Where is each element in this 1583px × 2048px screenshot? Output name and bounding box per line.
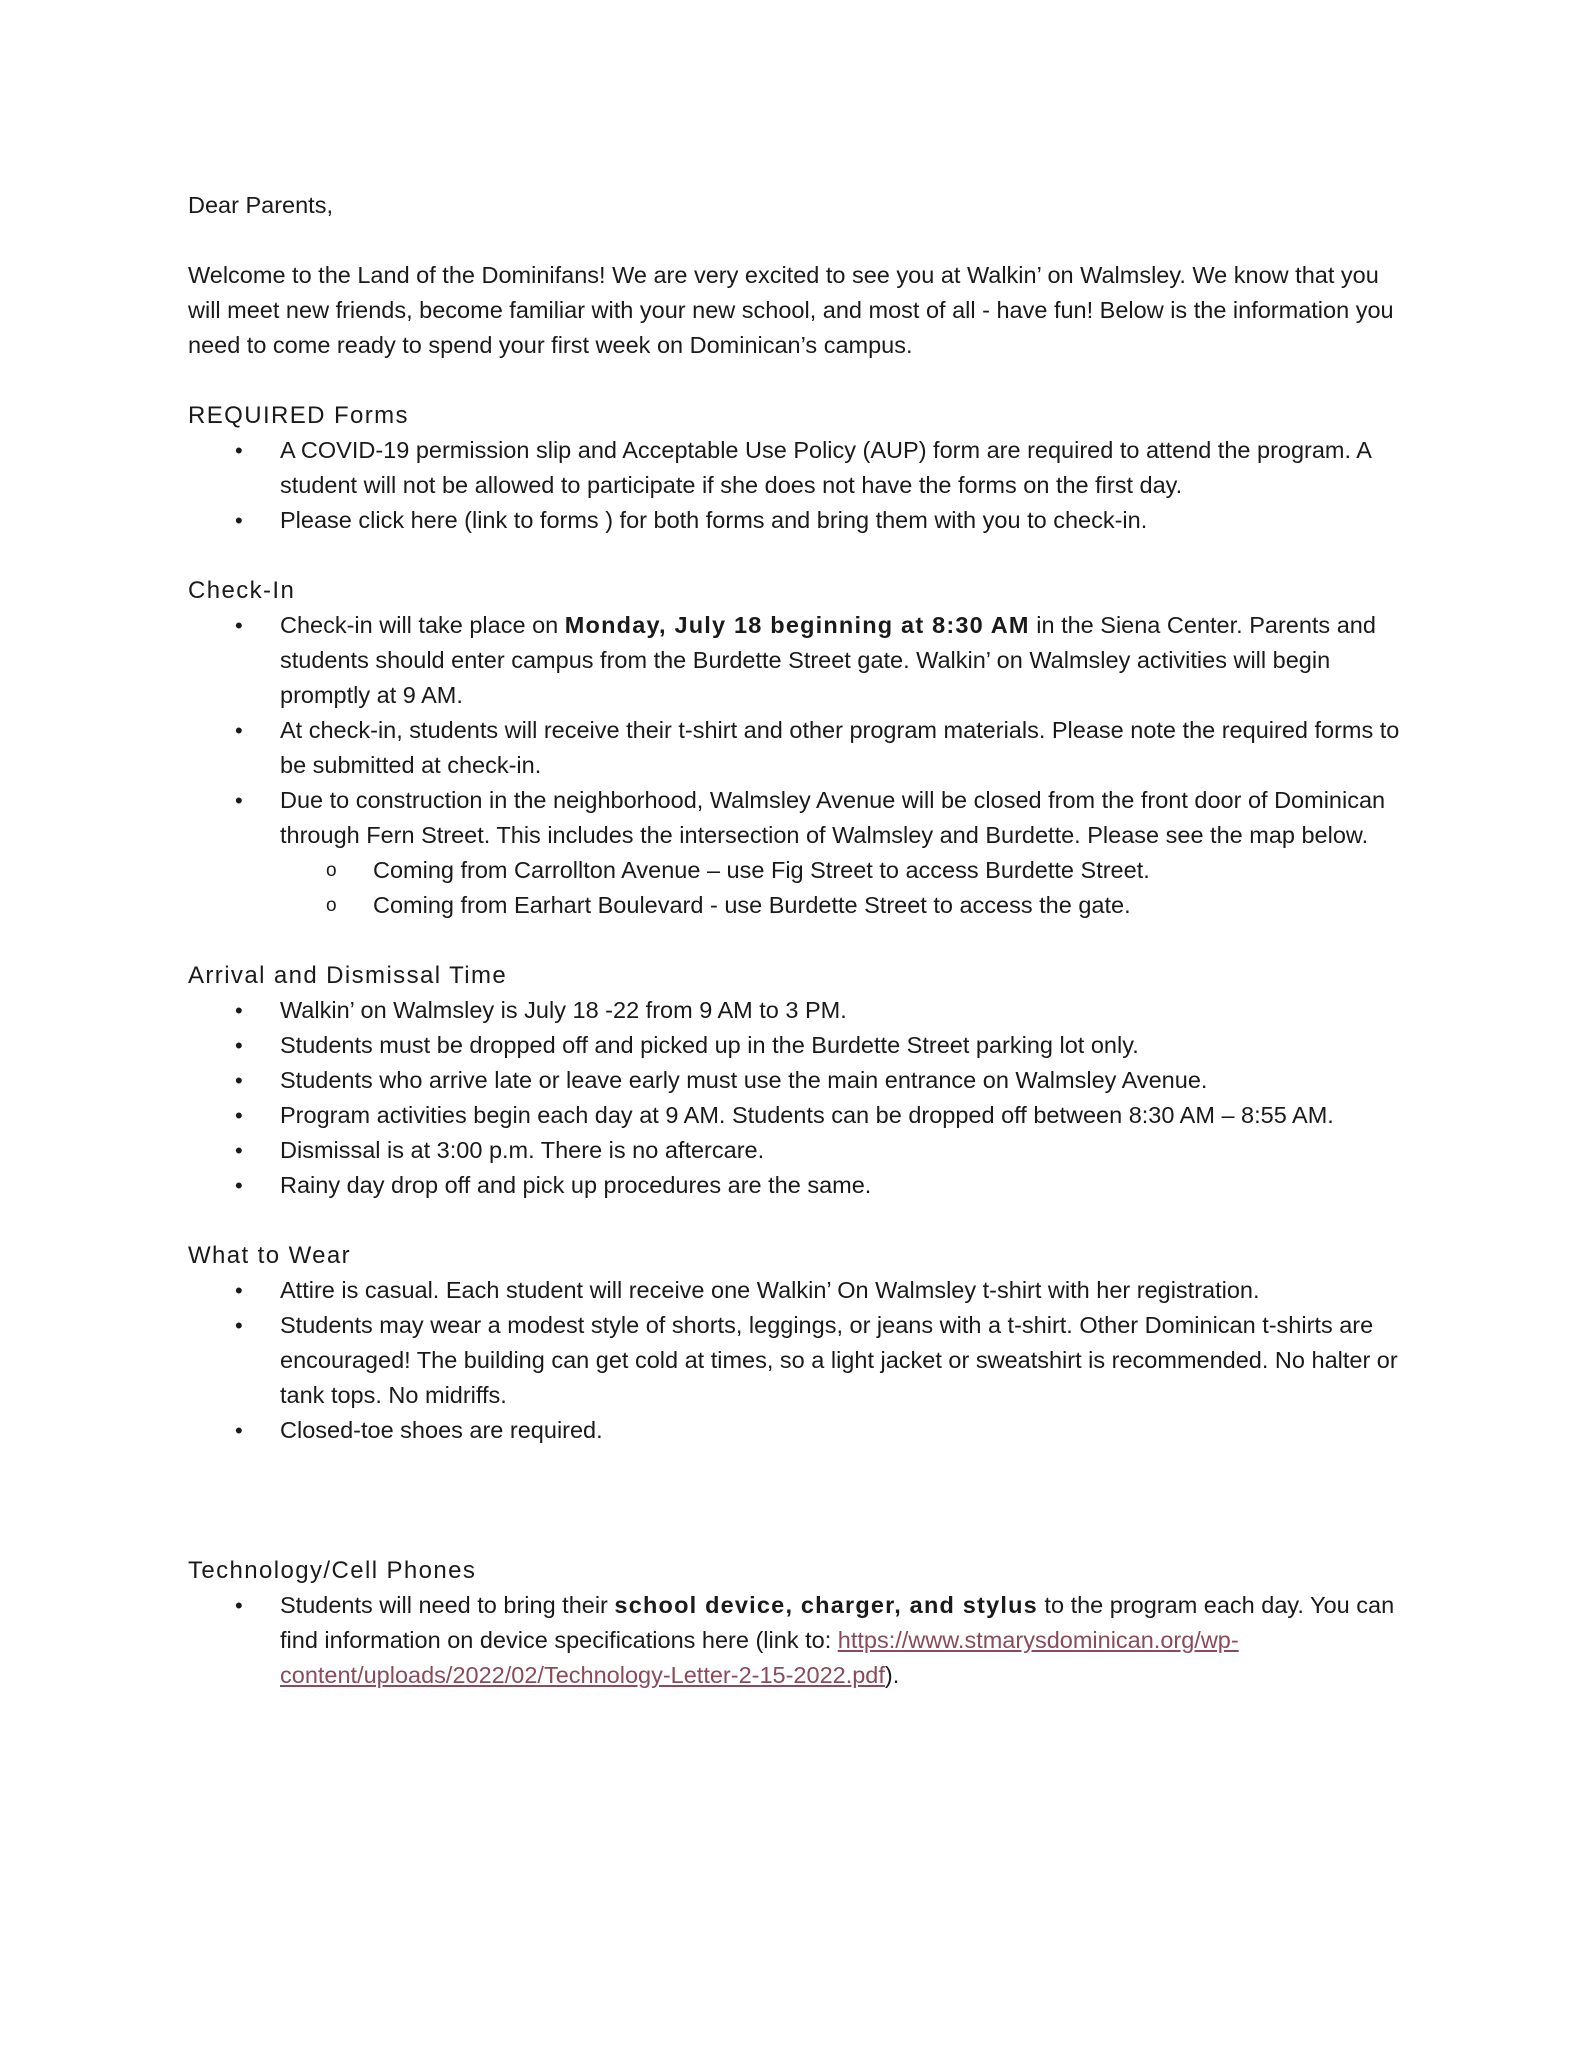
device-emphasis: school device, charger, and stylus [614, 1592, 1038, 1618]
section-technology [188, 1553, 1403, 1693]
section-arrival-dismissal [188, 958, 1403, 1203]
list-item-text-post: in the Siena Center. Parents and students should enter campus from the Burdette Street gate. Walkin’ on Walmsley activities will begin promptly at 9 AM. [280, 612, 1376, 708]
bullet-icon: • [235, 1033, 243, 1058]
check-in-list [188, 608, 1403, 923]
bullet-icon: • [235, 1138, 243, 1163]
list-item [188, 1098, 1403, 1133]
section-title-arrival: Arrival and Dismissal Time [188, 962, 508, 989]
intro-paragraph: Welcome to the Land of the Dominifans! We are very excited to see you at Walkin’ on Walmsley. We know that you will meet new friends, become familiar with your new school, and most of all - have fun! Below is the information you need to come ready to spend your first week on Dominican’s campus. [188, 262, 1394, 358]
list-item-text: Program activities begin each day at 9 AM. Students can be dropped off between 8:30 AM – 8:55 AM. [280, 1102, 1334, 1128]
list-item [188, 1063, 1403, 1098]
bullet-icon: • [235, 998, 243, 1023]
technology-list [188, 1588, 1403, 1693]
greeting: Dear Parents, [188, 192, 333, 218]
circle-bullet-icon: o [326, 895, 337, 916]
list-item-text: A COVID-19 permission slip and Acceptable Use Policy (AUP) form are required to attend the program. A student will not be allowed to participate if she does not have the forms on the first day. [280, 437, 1371, 498]
section-title-check-in: Check-In [188, 577, 296, 604]
section-title-technology: Technology/Cell Phones [188, 1557, 477, 1584]
bullet-icon: • [235, 438, 243, 463]
directions-sublist [280, 853, 1403, 923]
sub-list-item-text: Coming from Carrollton Avenue – use Fig Street to access Burdette Street. [373, 857, 1150, 883]
bullet-icon: • [235, 718, 243, 743]
list-item-text: Students must be dropped off and picked up in the Burdette Street parking lot only. [280, 1032, 1139, 1058]
bullet-icon: • [235, 1313, 243, 1338]
check-in-date-emphasis: Monday, July 18 beginning at 8:30 AM [564, 612, 1030, 638]
list-item-text-mid: to the program each day. You can find information on device specifications here (link to: [280, 1592, 1395, 1653]
bullet-icon: • [235, 1278, 243, 1303]
bullet-icon: • [235, 508, 243, 533]
section-check-in [188, 573, 1403, 923]
bullet-icon: • [235, 1418, 243, 1443]
list-item [188, 1413, 1403, 1448]
circle-bullet-icon: o [326, 860, 337, 881]
list-item-text: Rainy day drop off and pick up procedures are the same. [280, 1172, 872, 1198]
list-item-text: Students may wear a modest style of shorts, leggings, or jeans with a t-shirt. Other Dominican t-shirts are encouraged! The building can get cold at times, so a light jacket or sweatshirt is recommended. No halter or tank tops. No midriffs. [280, 1312, 1398, 1408]
list-item-text: Students who arrive late or leave early must use the main entrance on Walmsley Avenue. [280, 1067, 1208, 1093]
section-title-forms: REQUIRED Forms [188, 402, 409, 429]
list-item-text-pre: Check-in will take place on [280, 612, 565, 638]
list-item-text: Due to construction in the neighborhood, Walmsley Avenue will be closed from the front door of Dominican through Fern Street. This includes the intersection of Walmsley and Burdette. Please see the map below. [280, 787, 1386, 848]
list-item-text: Attire is casual. Each student will receive one Walkin’ On Walmsley t-shirt with her registration. [280, 1277, 1260, 1303]
sub-list-item [280, 853, 1403, 888]
list-item [188, 783, 1403, 923]
list-item [188, 433, 1403, 503]
technology-letter-link[interactable]: https://www.stmarysdominican.org/wp-content/uploads/2022/02/Technology-Letter-2-15-2022.pdf [280, 1627, 1239, 1688]
list-item-text: At check-in, students will receive their t-shirt and other program materials. Please note the required forms to be submitted at check-in. [280, 717, 1400, 778]
list-item-text: Closed-toe shoes are required. [280, 1417, 603, 1443]
bullet-icon: • [235, 1103, 243, 1128]
bullet-icon: • [235, 613, 243, 638]
list-item-text: Please click here (link to forms ) for both forms and bring them with you to check-in. [280, 507, 1148, 533]
list-item [188, 1308, 1403, 1413]
section-required-forms [188, 398, 1403, 538]
section-what-to-wear [188, 1238, 1403, 1448]
list-item [188, 713, 1403, 783]
list-item [188, 1028, 1403, 1063]
letter-page [188, 188, 1403, 1693]
list-item [188, 1588, 1403, 1693]
list-item-text-post: ). [884, 1662, 900, 1688]
bullet-icon: • [235, 1068, 243, 1093]
list-item [188, 608, 1403, 713]
bullet-icon: • [235, 1173, 243, 1198]
list-item-text-pre: Students will need to bring their [280, 1592, 615, 1618]
section-title-wear: What to Wear [188, 1242, 352, 1269]
bullet-icon: • [235, 1593, 243, 1618]
list-item [188, 1273, 1403, 1308]
arrival-list [188, 993, 1403, 1203]
list-item [188, 993, 1403, 1028]
list-item [188, 503, 1403, 538]
list-item [188, 1133, 1403, 1168]
forms-list [188, 433, 1403, 538]
sub-list-item [280, 888, 1403, 923]
bullet-icon: • [235, 788, 243, 813]
wear-list [188, 1273, 1403, 1448]
list-item-text: Dismissal is at 3:00 p.m. There is no aftercare. [280, 1137, 765, 1163]
list-item [188, 1168, 1403, 1203]
spacer [188, 1448, 1403, 1553]
list-item-text: Walkin’ on Walmsley is July 18 -22 from 9 AM to 3 PM. [280, 997, 847, 1023]
sub-list-item-text: Coming from Earhart Boulevard - use Burdette Street to access the gate. [373, 892, 1131, 918]
